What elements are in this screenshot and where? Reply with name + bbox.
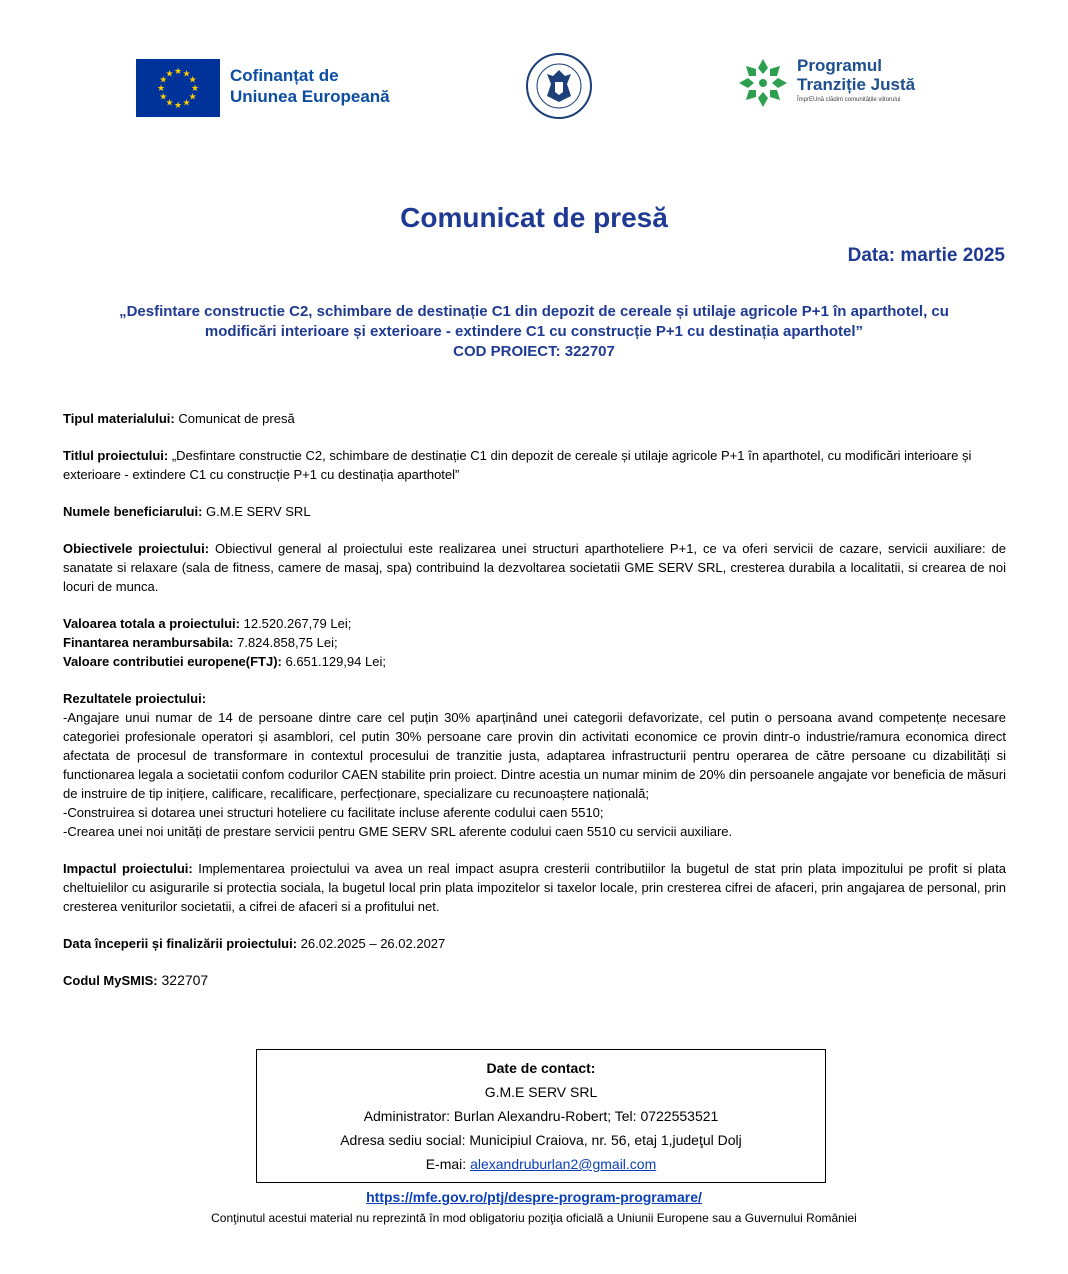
ptj-program-label bbox=[797, 56, 915, 105]
government-seal-icon bbox=[525, 52, 593, 120]
project-heading-line2: modificări interioare și exterioare - extindere C1 cu construcție P+1 cu destinația aparthotel” bbox=[204, 323, 864, 340]
project-heading-line1: „Desfintare constructie C2, schimbare de destinație C1 din depozit de cereale și utilaje agricole P+1 în aparthotel, cu bbox=[119, 303, 949, 320]
mysmis-paragraph bbox=[63, 971, 1006, 990]
eu-cofinance-label bbox=[230, 65, 390, 107]
dates-paragraph bbox=[63, 934, 1006, 953]
beneficiary-paragraph bbox=[63, 502, 1006, 521]
program-link[interactable]: https://mfe.gov.ro/ptj/despre-program-programare/ bbox=[366, 1189, 702, 1205]
objectives-paragraph bbox=[63, 539, 1006, 596]
svg-text:★: ★ bbox=[190, 84, 200, 94]
eu-label-line1: Cofinanțat de bbox=[230, 66, 339, 85]
svg-text:★: ★ bbox=[165, 98, 174, 109]
nonrefundable-label: Finantarea nerambursabila: bbox=[63, 635, 234, 650]
mysmis-label: Codul MySMIS: bbox=[63, 973, 158, 988]
project-title-label: Titlul proiectului: bbox=[63, 448, 169, 463]
eu-flag-icon bbox=[136, 59, 220, 117]
dates-value: 26.02.2025 – 26.02.2027 bbox=[297, 936, 446, 951]
dates-label: Data începerii și finalizării proiectului: bbox=[63, 936, 298, 951]
results-item: -Crearea unei noi unități de prestare servicii pentru GME SERV SRL aferente codului caen 5510 cu servicii auxiliare. bbox=[63, 824, 733, 839]
svg-text:★: ★ bbox=[159, 75, 168, 86]
contact-email-link[interactable]: alexandruburlan2@gmail.com bbox=[470, 1156, 657, 1172]
svg-text:★: ★ bbox=[173, 101, 183, 111]
svg-text:★: ★ bbox=[182, 98, 191, 109]
disclaimer-text: Conţinutul acestui material nu reprezintă în mod obligatoriu poziţia oficială a Uniunii Europene sau a Guvernului României bbox=[211, 1211, 857, 1225]
ptj-flower-logo-icon bbox=[735, 55, 791, 111]
results-paragraph bbox=[63, 689, 1006, 841]
impact-label: Impactul proiectului: bbox=[63, 861, 193, 876]
impact-paragraph bbox=[63, 859, 1006, 916]
contact-email-line bbox=[257, 1152, 825, 1176]
total-value-value: 12.520.267,79 Lei; bbox=[240, 616, 352, 631]
eu-contribution-value: 6.651.129,94 Lei; bbox=[281, 654, 386, 669]
contact-admin: Administrator: Burlan Alexandru-Robert; Tel: 0722553521 bbox=[363, 1108, 719, 1124]
objectives-value: Obiectivul general al proiectului este realizarea unei structuri aparthoteliere P+1, ce va oferi servicii de cazare, servicii auxiliare: de sanatate si relaxare (sala de fitness, camere de masaj, spa) contribuind la dezvoltarea societatii GME SERV SRL, cresterea durabila a localitatii, si crearea de noi locuri de munca. bbox=[63, 541, 1006, 594]
results-label: Rezultatele proiectului: bbox=[63, 691, 207, 706]
eu-label-line2: Uniunea Europeană bbox=[230, 87, 390, 106]
project-title-paragraph bbox=[63, 446, 1006, 484]
beneficiary-label: Numele beneficiarului: bbox=[63, 504, 203, 519]
svg-text:★: ★ bbox=[156, 84, 166, 94]
financial-paragraph bbox=[63, 614, 1006, 671]
contact-company: G.M.E SERV SRL bbox=[484, 1084, 598, 1100]
svg-text:★: ★ bbox=[165, 69, 174, 80]
beneficiary-value: G.M.E SERV SRL bbox=[202, 504, 311, 519]
contact-heading: Date de contact: bbox=[486, 1060, 596, 1076]
page-title: Comunicat de presă bbox=[400, 202, 668, 233]
svg-text:★: ★ bbox=[173, 67, 183, 77]
material-type-value: Comunicat de presă bbox=[174, 411, 295, 426]
total-value-label: Valoarea totala a proiectului: bbox=[63, 616, 240, 631]
material-type-label: Tipul materialului: bbox=[63, 411, 175, 426]
ptj-label-line1: Programul bbox=[797, 56, 883, 75]
material-type-paragraph bbox=[63, 409, 1006, 428]
contact-email-label: E-mai: bbox=[425, 1156, 471, 1172]
contact-box bbox=[256, 1049, 826, 1183]
svg-text:★: ★ bbox=[159, 92, 168, 103]
objectives-label: Obiectivele proiectului: bbox=[63, 541, 210, 556]
press-date: Data: martie 2025 bbox=[847, 245, 1005, 266]
project-heading bbox=[80, 302, 988, 362]
project-code: COD PROIECT: 322707 bbox=[453, 343, 615, 360]
eu-contribution-label: Valoare contributiei europene(FTJ): bbox=[63, 654, 282, 669]
svg-text:★: ★ bbox=[188, 92, 197, 103]
mysmis-value: 322707 bbox=[157, 972, 209, 988]
project-title-value: „Desfintare constructie C2, schimbare de destinație C1 din depozit de cereale și utilaje agricole P+1 în aparthotel, cu modificări interioare și exterioare - extindere C1 cu construcție P+1 cu destinația aparthotel” bbox=[63, 448, 972, 482]
ptj-tagline: ÎmprEUnă clădim comunitățile viitorului bbox=[797, 97, 901, 103]
svg-text:★: ★ bbox=[188, 75, 197, 86]
impact-value: Implementarea proiectului va avea un real impact asupra cresterii contributiilor la bugetul de stat prin plata impozitului pe profit si plata cheltuielilor cu asigurarile si protectia sociala, la bugetul local prin plata impozitelor si taxelor locale, prin cresterea cifrei de afaceri, prin angajarea de personal, prin cresterea veniturilor societatii, a cifrei de afaceri si a profitului net. bbox=[63, 861, 1006, 914]
ptj-label-line2: Tranziție Justă bbox=[797, 75, 916, 94]
results-item: -Angajare unui numar de 14 de persoane dintre care cel puțin 30% aparținând unei categorii defavorizate, cel putin o persoana avand competențe necesare categoriei profesionale operatori și asamblori, cel putin 30% persoane care provin din activitati economice ce provin dintr-o industrie/ramura economica direct afectata de procesul de transformare in contextul procesului de tranzitie justa, adaptarea infrastructurii pentru operarea de către persoane cu dizabilități si functionarea legala a societatii confom codurilor CAEN stabilite prin proiect. Dintre acestia un numar minim de 20% din persoanele angajate vor beneficia de măsuri de instruire de tip inițiere, calificare, recalificare, perfecționare, specializare cu recunoaștere națională; bbox=[63, 710, 1006, 801]
logo-bar bbox=[0, 52, 1068, 127]
nonrefundable-value: 7.824.858,75 Lei; bbox=[233, 635, 338, 650]
press-release-body bbox=[63, 409, 1006, 1008]
results-item: -Construirea si dotarea unei structuri hoteliere cu facilitate incluse aferente codului caen 5510; bbox=[63, 805, 604, 820]
contact-address: Adresa sediu social: Municipiul Craiova, nr. 56, etaj 1,judeţul Dolj bbox=[340, 1132, 742, 1148]
svg-text:★: ★ bbox=[182, 69, 191, 80]
